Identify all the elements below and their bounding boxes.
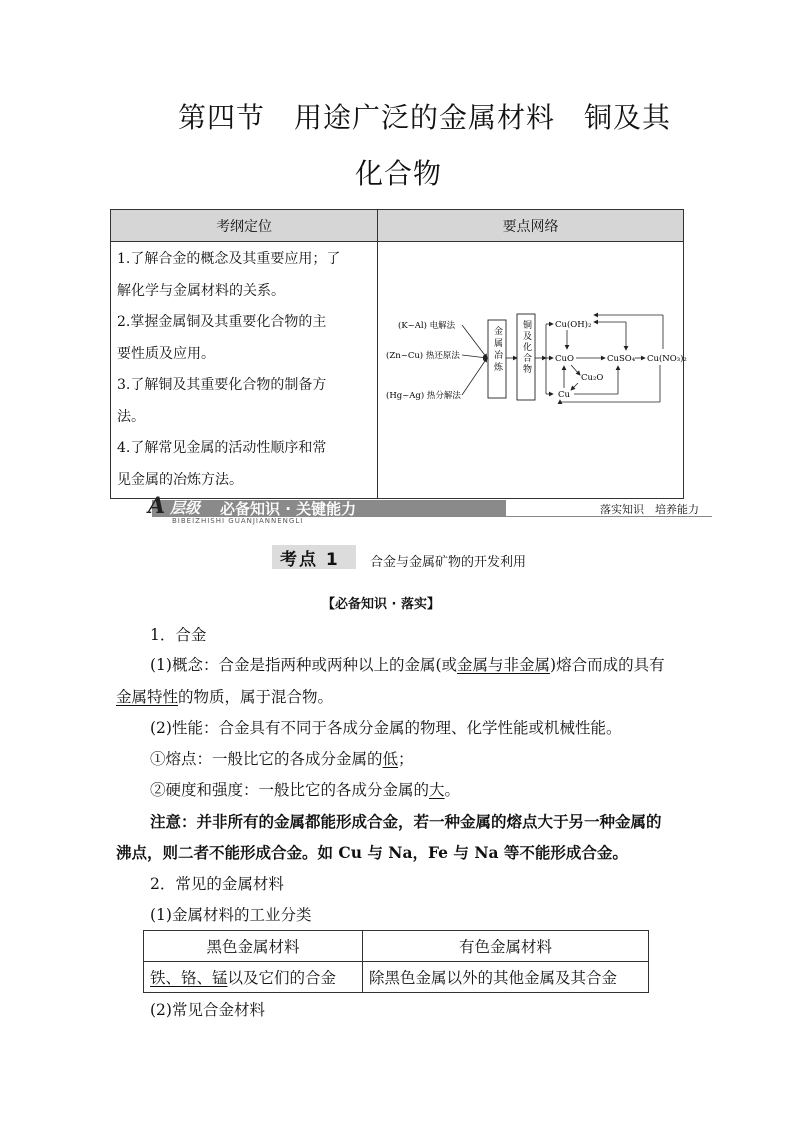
materials-heading: 2．常见的金属材料	[150, 875, 284, 893]
network-cell	[378, 242, 687, 499]
alloy-properties: (2)性能：合金具有不同于各成分金属的物理、化学性能或机械性能。	[150, 719, 622, 737]
section-heading: 【必备知识 · 落实】	[322, 597, 440, 612]
text-run: )熔合而成的具有	[550, 656, 665, 674]
text-run: ；	[398, 750, 414, 768]
cu-oh2: Cu(OH)₂	[555, 320, 592, 330]
text-run: 。	[444, 781, 461, 799]
blank-answer: 大	[429, 781, 445, 799]
goal-line: 法。	[117, 408, 145, 425]
knowledge-network-diagram	[378, 242, 687, 488]
col-ferrous: 黑色金属材料	[144, 931, 363, 962]
col-nonferrous: 有色金属材料	[363, 931, 649, 962]
level-banner	[112, 493, 710, 525]
text-run: (1)概念：合金是指两种或两种以上的金属(或	[150, 656, 458, 674]
kaodian-title: 合金与金属矿物的开发利用	[370, 555, 527, 570]
outline-header-goals: 考纲定位	[111, 210, 378, 242]
banner-pinyin: BIBEIZHISHI GUANJIANNENGLI	[172, 517, 304, 525]
outline-header-network: 要点网络	[378, 210, 684, 242]
goal-line: 4.了解常见金属的活动性顺序和常	[117, 440, 327, 456]
alloy-heading: 1．合金	[150, 626, 207, 644]
classification-heading: (1)金属材料的工业分类	[150, 906, 312, 924]
goal-line: 1.了解合金的概念及其重要应用；了	[117, 251, 341, 267]
text-run: ①熔点：一般比它的各成分金属的	[150, 750, 383, 768]
classification-table	[143, 930, 649, 993]
goal-line: 解化学与金属材料的关系。	[117, 282, 285, 299]
text-run: 以及它们的合金	[227, 969, 337, 987]
alloy-concept-line2	[116, 685, 333, 707]
blank-answer: 铁、铬、锰	[150, 969, 228, 987]
cu-element: Cu	[558, 390, 571, 400]
blank-answer: 金属与非金属	[457, 656, 551, 674]
text-run: ②硬度和强度：一般比它的各成分金属的	[150, 781, 430, 799]
method-thermal-reduction: (Zn~Cu) 热还原法	[386, 351, 460, 361]
metal-smelting-label: 金属冶炼	[492, 326, 503, 374]
ferrous-cell	[144, 962, 363, 993]
cu-no3: Cu(NO₃)₂	[647, 354, 687, 364]
alloy-concept-line1	[150, 653, 665, 675]
cuso4: CuSO₄	[607, 354, 636, 364]
goal-line: 见金属的冶炼方法。	[117, 471, 243, 488]
kaodian-label-box	[272, 545, 356, 569]
page-title-line1: 第四节 用途广泛的金属材料 铜及其	[178, 101, 672, 134]
banner-a-letter: A	[148, 493, 166, 519]
banner-text: 必备知识 · 关键能力	[220, 500, 357, 518]
melting-point	[150, 747, 414, 769]
banner-level: 层级	[170, 499, 201, 517]
method-electrolysis: (K~Al) 电解法	[398, 321, 456, 331]
note-line2: 沸点，则二者不能形成合金。如 Cu 与 Na，Fe 与 Na 等不能形成合金。	[116, 843, 628, 862]
goal-line: 要性质及应用。	[117, 345, 215, 362]
copper-compounds-label: 铜及化合物	[521, 320, 532, 375]
goal-line: 3.了解铜及其重要化合物的制备方	[117, 377, 327, 393]
note-line1: 注意：并非所有的金属都能形成合金，若一种金属的熔点大于另一种金属的	[150, 812, 662, 831]
cuo: CuO	[555, 354, 575, 364]
goals-cell	[111, 242, 378, 499]
banner-right-text: 落实知识 培养能力	[600, 503, 699, 516]
kaodian-label: 考点 1	[280, 550, 340, 570]
page-title-line2: 化合物	[355, 157, 443, 190]
method-thermal-decomposition: (Hg~Ag) 热分解法	[386, 391, 462, 401]
hardness	[150, 778, 460, 800]
outline-table	[110, 209, 687, 499]
common-alloys-heading: (2)常见合金材料	[150, 1001, 265, 1019]
text-run: 的物质，属于混合物。	[178, 688, 334, 706]
blank-answer: 金属特性	[116, 688, 179, 706]
blank-answer: 低	[382, 750, 399, 768]
cu2o: Cu₂O	[581, 373, 604, 383]
nonferrous-cell: 除黑色金属以外的其他金属及其合金	[363, 962, 649, 993]
goal-line: 2.掌握金属铜及其重要化合物的主	[117, 314, 327, 330]
